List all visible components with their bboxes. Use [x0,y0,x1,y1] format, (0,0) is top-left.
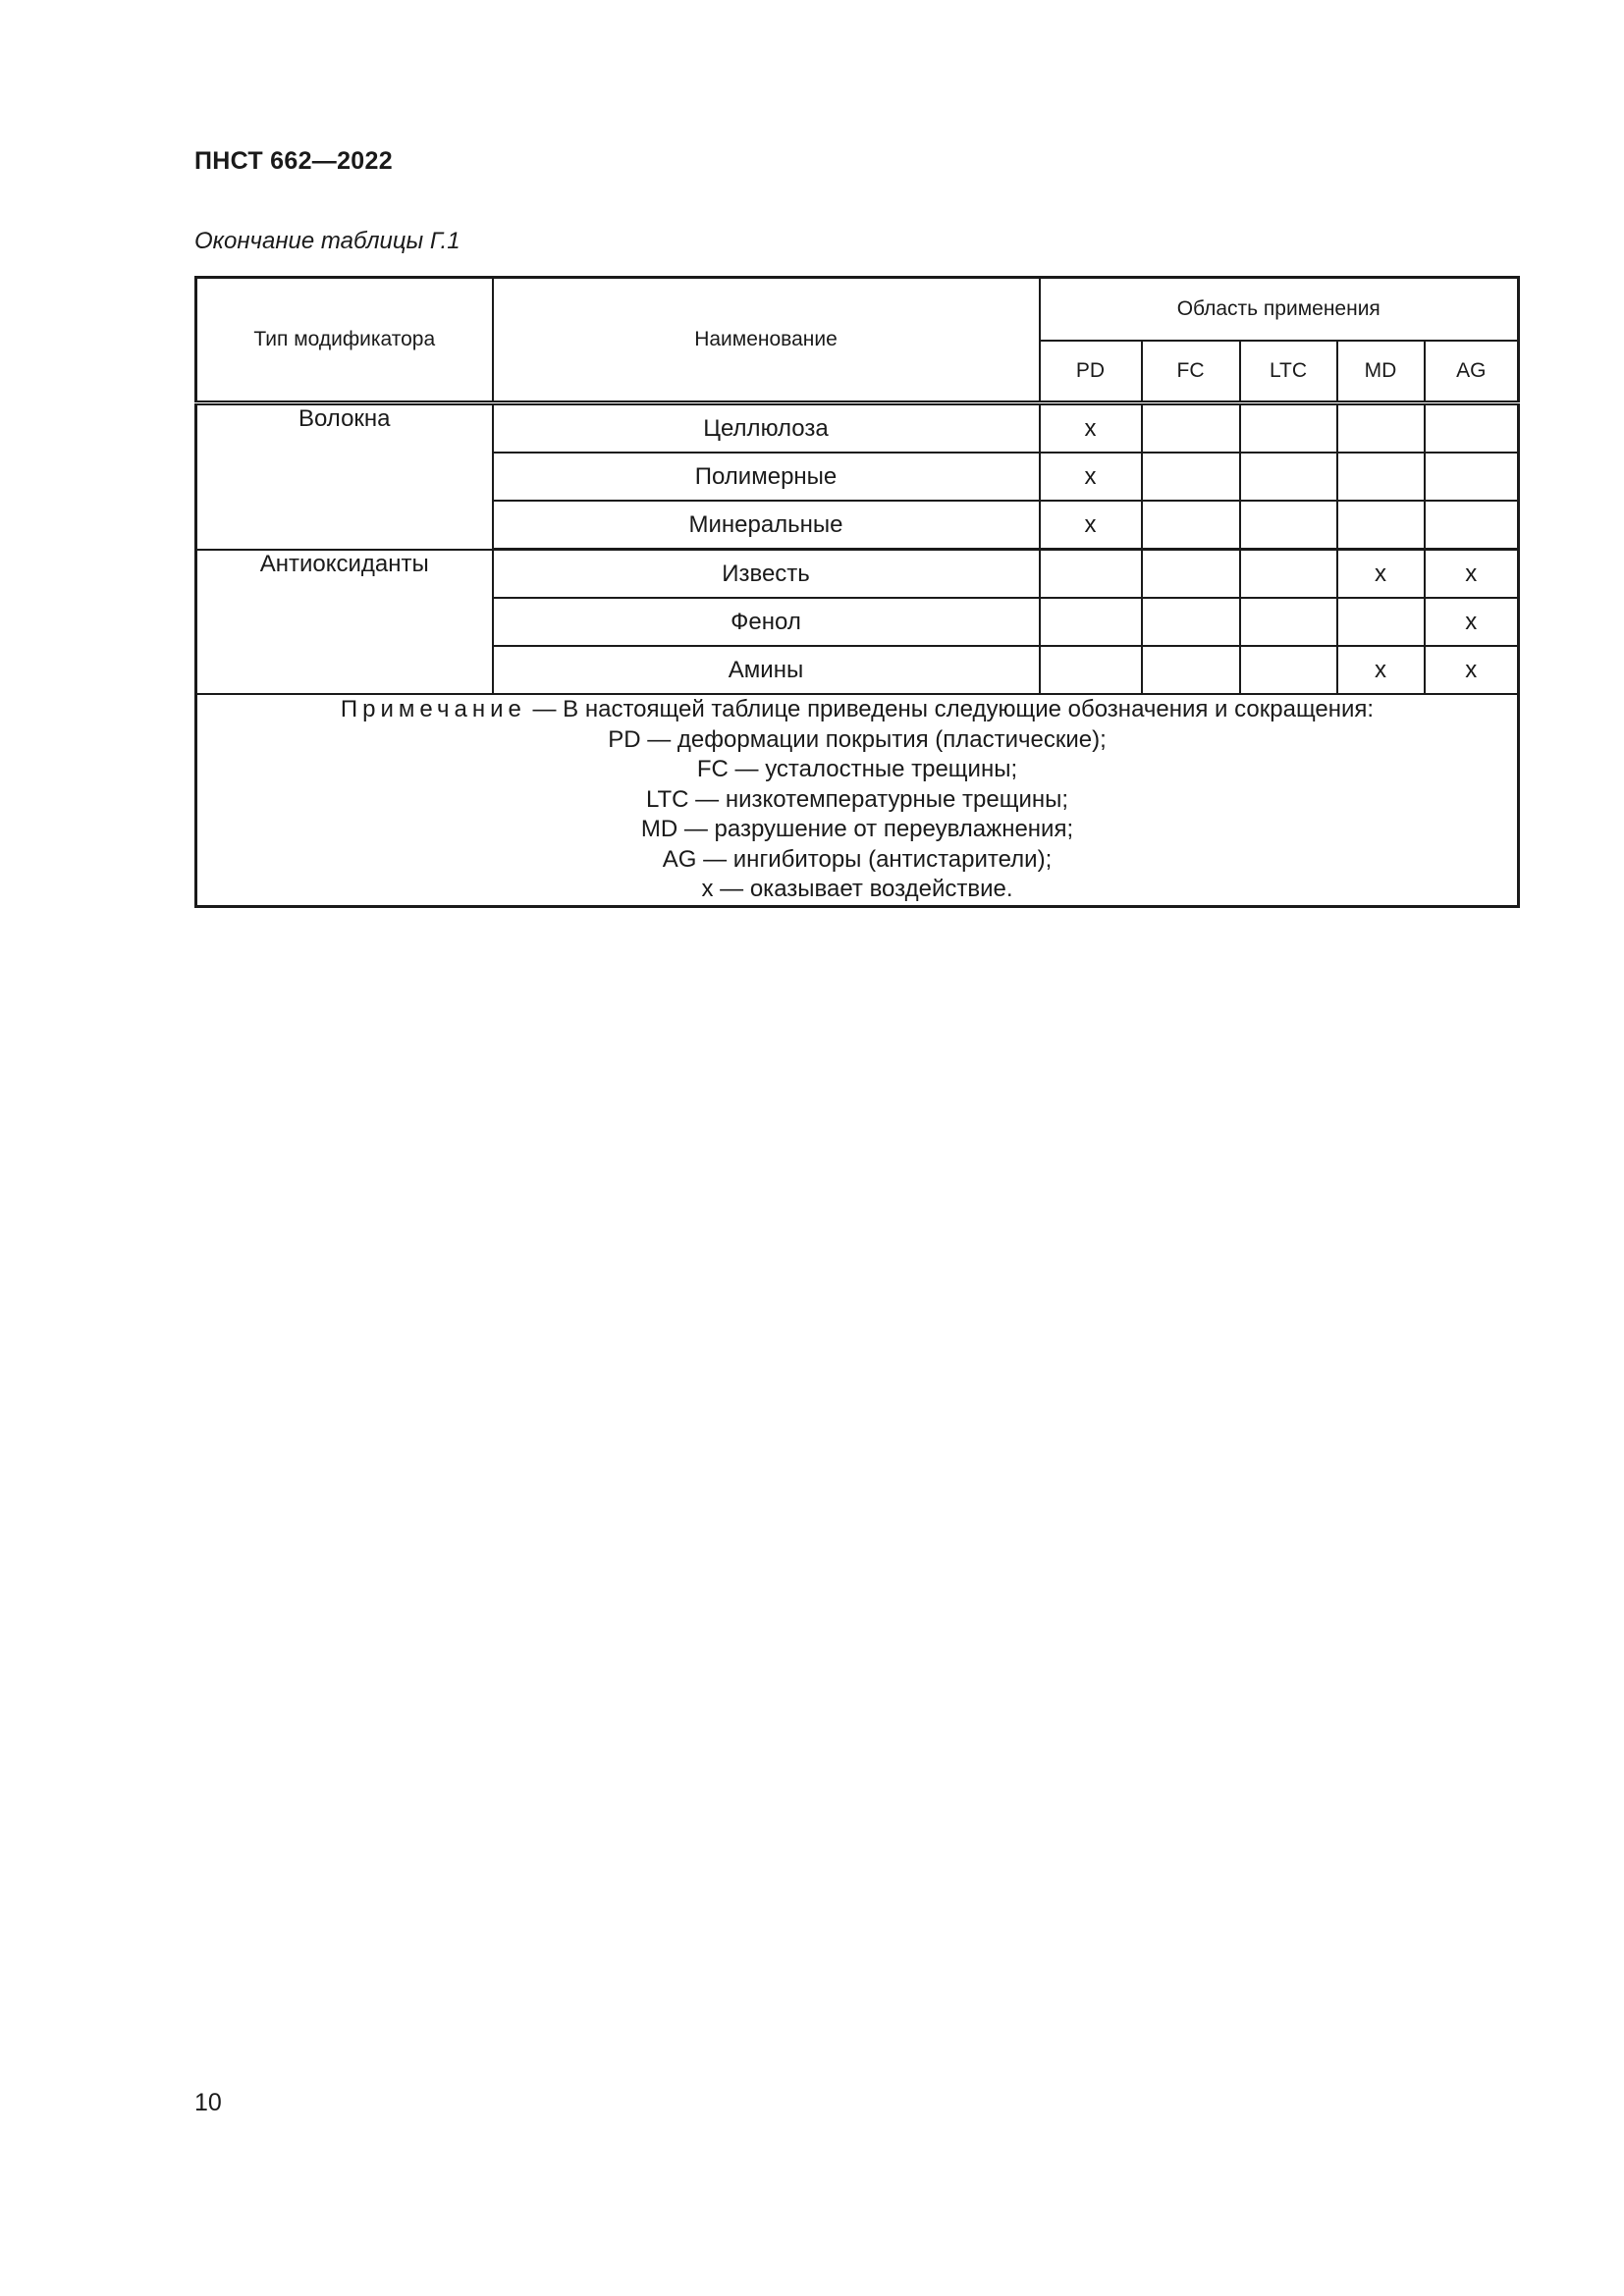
col-header-fc: FC [1142,341,1240,403]
mark-ltc [1240,453,1337,501]
page-number: 10 [194,2089,222,2116]
group-type-cell: Волокна [196,403,493,550]
mark-ag [1425,453,1519,501]
mark-fc [1142,501,1240,550]
modifiers-table [194,276,1520,908]
mark-ltc [1240,598,1337,646]
mark-ltc [1240,646,1337,694]
mark-ag: x [1425,598,1519,646]
mark-ltc [1240,550,1337,599]
note-row [196,694,1519,906]
col-header-ag: AG [1425,341,1519,403]
table-row [196,403,1519,454]
table-note [196,694,1519,906]
mark-pd [1040,550,1142,599]
group-type-cell: Антиоксиданты [196,550,493,695]
mark-ag: x [1425,646,1519,694]
note-line-ag: AG — ингибиторы (антистарители); [662,845,1053,873]
mark-ag: x [1425,550,1519,599]
mark-ag [1425,403,1519,454]
mark-pd: x [1040,501,1142,550]
note-line-ltc: LTC — низкотемпературные трещины; [645,785,1069,813]
mark-ltc [1240,403,1337,454]
col-header-md: MD [1337,341,1425,403]
row-name-cell: Целлюлоза [493,403,1040,454]
col-header-area: Область применения [1040,278,1519,342]
mark-md [1337,501,1425,550]
row-name-cell: Минеральные [493,501,1040,550]
mark-pd [1040,646,1142,694]
mark-pd: x [1040,453,1142,501]
mark-fc [1142,550,1240,599]
mark-pd: x [1040,403,1142,454]
note-intro-line [197,695,1517,725]
note-intro: — В настоящей таблице приведены следующие обозначения и сокращения: [525,696,1375,722]
col-header-name: Наименование [493,278,1040,403]
mark-fc [1142,646,1240,694]
mark-md [1337,453,1425,501]
note-line-fc: FC — усталостные трещины; [696,756,1018,782]
note-line-x: x — оказывает воздействие. [701,876,1013,902]
col-header-pd: PD [1040,341,1142,403]
row-name-cell: Полимерные [493,453,1040,501]
note-line-pd: PD — деформации покрытия (пластические); [608,725,1107,753]
table-row [196,550,1519,599]
mark-fc [1142,403,1240,454]
mark-md: x [1337,646,1425,694]
mark-md: x [1337,550,1425,599]
note-line-md: MD — разрушение от переувлажнения; [640,816,1074,842]
col-header-type: Тип модификатора [196,278,493,403]
note-label: Примечание [340,696,526,722]
mark-md [1337,598,1425,646]
mark-ag [1425,501,1519,550]
table-caption: Окончание таблицы Г.1 [194,228,460,254]
mark-fc [1142,453,1240,501]
mark-md [1337,403,1425,454]
mark-fc [1142,598,1240,646]
row-name-cell: Известь [493,550,1040,599]
col-header-ltc: LTC [1240,341,1337,403]
mark-pd [1040,598,1142,646]
standard-code: ПНСТ 662—2022 [194,147,393,175]
mark-ltc [1240,501,1337,550]
row-name-cell: Фенол [493,598,1040,646]
row-name-cell: Амины [493,646,1040,694]
